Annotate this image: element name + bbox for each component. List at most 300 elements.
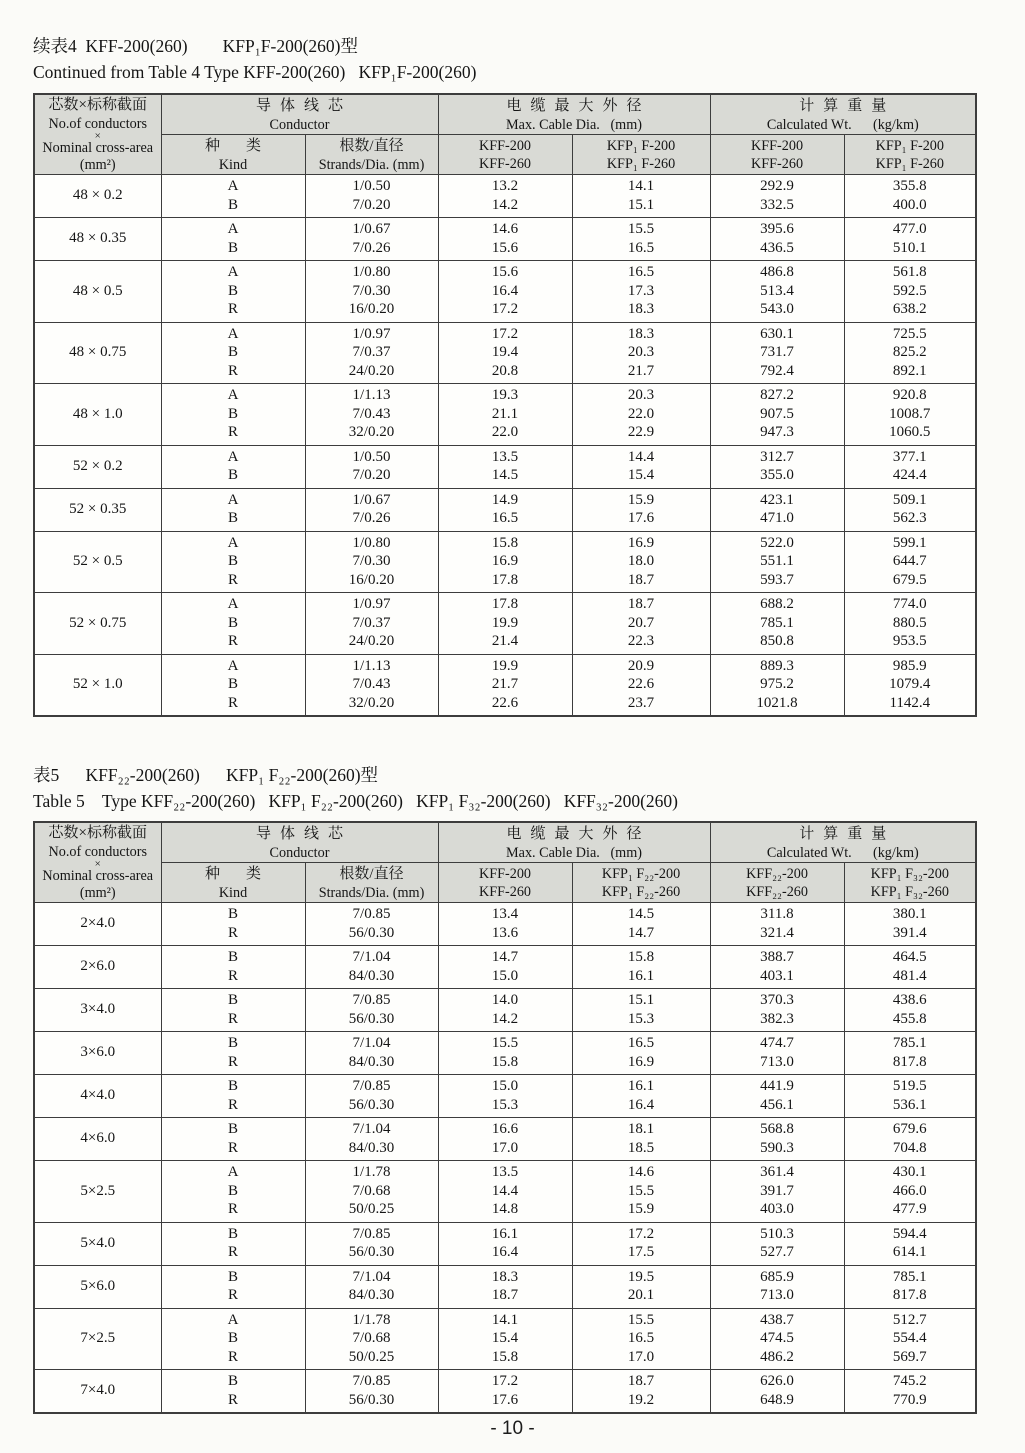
cell-line: 825.2 [892,344,927,360]
cell-line: B [227,1330,238,1346]
cell-line: 14.8 [491,1201,519,1217]
wt-kfp-cell [844,218,976,261]
dia-kff-cell [438,322,572,384]
cell-line: 985.9 [892,657,927,674]
t4-col-header-max-dia [438,94,710,135]
spec-cell [34,488,161,531]
spec-cell [34,1075,161,1118]
cell-line: R [227,924,238,941]
wt-kff-cell [710,1161,844,1223]
cell-line: 880.5 [892,614,927,631]
max-dia-header-zh: 电缆最大外径 [506,97,651,114]
cell-line: 599.1 [892,534,927,551]
type-label: KFP₁ F₃₂-200 [870,865,949,882]
cell-line: 438.6 [892,992,927,1008]
t4-col-header-wt-kfp [844,135,976,175]
cell-line: 4×6.0 [80,1130,116,1147]
cell-line: 920.8 [892,387,927,403]
cell-line: 953.5 [892,633,927,649]
cell-line: R [227,1010,238,1027]
cell-line: 1/1.78 [352,1164,391,1180]
type-label: KFP₁ F₂₂-200 [601,865,681,882]
table-row [34,1118,976,1161]
cell-line: R [227,1053,238,1070]
cell-line: 20.3 [627,344,655,360]
cell-line: 486.8 [760,264,794,280]
cell-line: 1/0.50 [352,448,391,465]
cell-line: 1/0.97 [352,325,391,342]
strands-cell [305,384,438,446]
cell-line: B [227,196,238,213]
cell-line: A [227,178,239,194]
cell-line: 24/0.20 [348,633,395,649]
cell-line: 688.2 [760,596,794,612]
spec-cell [34,593,161,655]
conductor-header-zh: 导体线芯 [256,825,353,842]
strands-cell [305,989,438,1032]
cell-line: B [227,1035,238,1051]
cell-line: 16.9 [491,553,519,569]
cell-line: 785.1 [892,1268,927,1285]
spec-cell [34,1032,161,1075]
cell-line: 590.3 [760,1139,794,1156]
cell-line: 648.9 [760,1391,794,1408]
cell-line: 312.7 [760,448,794,465]
cell-line: 474.5 [760,1330,794,1346]
table-row [34,488,976,531]
cell-line: 594.4 [892,1225,927,1242]
cell-line: 56/0.30 [348,924,395,941]
cell-line: 18.1 [627,1121,655,1137]
cell-line: 14.9 [491,491,519,508]
spec-cell [34,322,161,384]
kind-header-zh: 种类 [204,865,287,882]
cell-line: R [227,571,238,588]
cell-line: 32/0.20 [348,694,395,711]
wt-kfp-cell [844,445,976,488]
cell-line: 52 × 0.35 [69,500,127,517]
cell-line: R [227,694,238,711]
table-row [34,1222,976,1265]
kind-cell [161,1222,305,1265]
t4-col-header-spec [34,94,161,175]
dia-kfp-cell [572,218,710,261]
cell-line: 15.8 [627,949,655,965]
kind-cell [161,322,305,384]
cell-line: 84/0.30 [348,1053,395,1070]
t4-col-header-conductor [161,94,438,135]
wt-kfp-cell [844,946,976,989]
wt-kff-cell [710,1118,844,1161]
cell-line: 19.3 [491,387,519,403]
cell-line: 438.7 [760,1311,794,1328]
table-row [34,531,976,593]
cell-line: 18.5 [627,1139,655,1156]
cell-line: 84/0.30 [348,1287,395,1303]
strands-cell [305,175,438,218]
cell-line: 561.8 [892,264,927,280]
cell-line: 48 × 0.35 [69,230,127,247]
calc-wt-header-en: Calculated Wt. (kg/km) [766,116,919,133]
strands-cell [305,261,438,323]
dia-kfp-cell [572,1118,710,1161]
cell-line: 892.1 [892,362,927,379]
cell-line: 15.6 [491,264,519,280]
cell-line: 7×4.0 [80,1382,116,1399]
cell-line: 704.8 [892,1139,927,1156]
kind-header-en: Kind [218,156,248,173]
cell-line: 16.5 [627,1330,655,1346]
cell-line: 391.4 [892,924,927,941]
cell-line: A [227,221,239,237]
t4-col-header-dia-kfp [572,135,710,175]
cell-line: 15.5 [627,221,655,237]
t5-col-header-calc-wt [710,822,976,863]
cell-line: 17.0 [627,1348,655,1365]
wt-kfp-cell [844,322,976,384]
cell-line: 947.3 [760,424,794,440]
cell-line: 430.1 [892,1164,927,1180]
cell-line: 519.5 [892,1078,927,1094]
cell-line: 13.6 [491,924,519,941]
cell-line: B [227,467,238,483]
cell-line: A [227,264,239,280]
cell-line: 7/0.26 [352,239,391,256]
strands-cell [305,1161,438,1223]
cell-line: 713.0 [760,1287,794,1303]
wt-kff-cell [710,218,844,261]
cell-line: 361.4 [760,1164,794,1180]
cell-line: 14.0 [491,992,519,1008]
cell-line: 731.7 [760,344,794,360]
wt-kfp-cell [844,1161,976,1223]
cell-line: 477.0 [892,221,927,237]
cell-line: 455.8 [892,1010,927,1027]
cell-line: 7/0.68 [352,1182,391,1199]
cell-line: 7/1.04 [352,1035,391,1051]
cell-line: B [227,676,238,692]
cell-line: B [227,992,238,1008]
strands-header-en: Strands/Dia. (mm) [318,884,425,901]
kind-cell [161,1265,305,1308]
cell-line: 22.6 [491,694,519,711]
kind-cell [161,1308,305,1370]
spec-header-zh: 芯数×标称截面 [48,825,147,841]
table-row [34,1308,976,1370]
cell-line: 792.4 [760,362,794,379]
cell-line: 380.1 [892,906,927,922]
wt-kfp-cell [844,1118,976,1161]
cell-line: 510.1 [892,239,927,256]
kind-cell [161,218,305,261]
dia-kff-cell [438,1032,572,1075]
cell-line: B [227,405,238,422]
dia-kff-cell [438,445,572,488]
cell-line: 20.9 [627,657,655,674]
wt-kff-cell [710,903,844,946]
dia-kff-cell [438,946,572,989]
wt-kff-cell [710,261,844,323]
dia-kff-cell [438,384,572,446]
cell-line: 17.8 [491,596,519,612]
cell-line: 644.7 [892,553,927,569]
dia-kff-cell [438,1265,572,1308]
wt-kfp-cell [844,593,976,655]
cell-line: 2×4.0 [80,915,116,932]
wt-kff-cell [710,1222,844,1265]
wt-kfp-cell [844,1370,976,1414]
strands-cell [305,1075,438,1118]
t5-col-header-max-dia [438,822,710,863]
table-row [34,1265,976,1308]
type-label: KFF-260 [751,155,804,172]
cell-line: 21.7 [627,362,655,379]
cell-line: 512.7 [892,1311,927,1328]
cell-line: 15.1 [627,196,655,213]
cell-line: 50/0.25 [348,1201,395,1217]
dia-kfp-cell [572,1161,710,1223]
cell-line: 16.4 [627,1096,655,1113]
kind-cell [161,1118,305,1161]
cell-line: 626.0 [760,1373,794,1389]
dia-kff-cell [438,654,572,716]
wt-kff-cell [710,946,844,989]
cell-line: 1/1.13 [352,657,391,674]
cell-line: 509.1 [892,491,927,508]
cell-line: 13.5 [491,1164,519,1180]
table-row [34,1075,976,1118]
cell-line: R [227,1287,238,1303]
cell-line: 403.1 [760,967,794,984]
cell-line: R [227,1391,238,1408]
table4-body [34,175,976,717]
cell-line: 510.3 [760,1225,794,1242]
cell-line: 20.1 [627,1287,655,1303]
dia-kff-cell [438,218,572,261]
table-row [34,1032,976,1075]
cell-line: 1/0.67 [352,491,391,508]
cell-line: 474.7 [760,1035,794,1051]
cell-line: R [227,633,238,649]
kind-cell [161,1032,305,1075]
cell-line: 817.8 [892,1053,927,1070]
cell-line: 23.7 [627,694,655,711]
cell-line: 614.1 [892,1244,927,1260]
cell-line: B [227,1121,238,1137]
cell-line: 568.8 [760,1121,794,1137]
cell-line: 321.4 [760,924,794,941]
spec-cell [34,261,161,323]
cell-line: 14.4 [627,448,655,465]
table-row [34,1161,976,1223]
cell-line: 16.9 [627,534,655,551]
table5-title-en: Table 5 Type KFF₂₂-200(260) KFP₁ F₂₂-200(260) KFP₁ F₃₂-200(260) KFF₃₂-200(260) [33,791,678,811]
cell-line: 18.3 [627,301,655,317]
kind-cell [161,488,305,531]
cell-line: 5×4.0 [80,1234,116,1251]
spec-cell [34,1308,161,1370]
dia-kfp-cell [572,531,710,593]
cell-line: B [227,239,238,256]
t5-col-header-strands [305,863,438,903]
wt-kfp-cell [844,654,976,716]
kind-header-zh: 种类 [204,137,287,154]
cell-line: 827.2 [760,387,794,403]
table5-spec-table [33,821,977,1414]
t5-col-header-spec [34,822,161,903]
strands-cell [305,946,438,989]
t5-col-header-wt-kff [710,863,844,903]
cell-line: B [227,344,238,360]
strands-header-en: Strands/Dia. (mm) [318,156,425,173]
cell-line: 14.4 [491,1182,519,1199]
cell-line: 1060.5 [889,424,931,440]
cell-line: 48 × 0.2 [72,187,123,204]
cell-line: 1/1.78 [352,1311,391,1328]
type-label: KFF-260 [478,155,532,172]
cell-line: 7×2.5 [80,1330,116,1346]
kind-header-en: Kind [218,884,248,901]
cell-line: 7/1.04 [352,1268,391,1285]
dia-kfp-cell [572,593,710,655]
cell-line: 311.8 [760,906,794,922]
table-row [34,1370,976,1414]
cell-line: 18.7 [627,571,655,588]
cell-line: 48 × 0.5 [72,282,123,299]
cell-line: 15.3 [491,1096,519,1113]
cell-line: A [227,657,239,674]
cell-line: 18.3 [627,325,655,342]
cell-line: R [227,424,238,440]
cell-line: 785.1 [892,1035,927,1051]
cell-line: 18.7 [491,1287,519,1303]
cell-line: 15.4 [491,1330,519,1346]
type-label: KFP₁ F₃₂-260 [870,883,949,900]
dia-kff-cell [438,989,572,1032]
spec-header-en1: No.of conductors [48,844,147,860]
table-row [34,654,976,716]
wt-kff-cell [710,384,844,446]
cell-line: 15.8 [491,1348,519,1365]
cell-line: 20.8 [491,362,519,379]
kind-cell [161,593,305,655]
dia-kff-cell [438,1370,572,1414]
cell-line: R [227,362,238,379]
strands-cell [305,903,438,946]
cell-line: 15.9 [627,491,655,508]
cell-line: R [227,1139,238,1156]
cell-line: 1/1.13 [352,387,391,403]
dia-kfp-cell [572,1265,710,1308]
cell-line: A [227,491,239,508]
cell-line: 403.0 [760,1201,794,1217]
cell-line: 441.9 [760,1078,794,1094]
cell-line: 5×6.0 [80,1277,116,1294]
cell-line: 436.5 [760,239,794,256]
wt-kfp-cell [844,989,976,1032]
cell-line: R [227,1201,238,1217]
wt-kfp-cell [844,384,976,446]
cell-line: B [227,553,238,569]
cell-line: 7/1.04 [352,949,391,965]
strands-cell [305,445,438,488]
cell-line: 20.7 [627,614,655,631]
spec-header-zh: 芯数×标称截面 [48,97,147,113]
spec-header-times: × [94,130,101,142]
cell-line: 52 × 0.75 [69,614,127,631]
cell-line: 18.7 [627,596,655,612]
strands-cell [305,1370,438,1414]
table-row [34,445,976,488]
wt-kff-cell [710,1370,844,1414]
cell-line: R [227,967,238,984]
kind-cell [161,989,305,1032]
cell-line: 16.1 [491,1225,519,1242]
dia-kff-cell [438,903,572,946]
dia-kff-cell [438,1222,572,1265]
cell-line: 551.1 [760,553,794,569]
dia-kfp-cell [572,1075,710,1118]
strands-header-zh: 根数/直径 [339,137,404,154]
cell-line: 7/0.85 [352,1225,391,1242]
cell-line: B [227,1225,238,1242]
cell-line: 20.3 [627,387,655,403]
cell-line: 4×4.0 [80,1087,116,1104]
strands-cell [305,488,438,531]
t5-col-header-wt-kfp [844,863,976,903]
wt-kff-cell [710,445,844,488]
cell-line: 1142.4 [889,694,931,711]
spec-cell [34,175,161,218]
type-label: KFF₂₂-260 [746,883,808,900]
dia-kfp-cell [572,989,710,1032]
table5-title-zh: 表5 KFF₂₂-200(260) KFP₁ F₂₂-200(260)型 [33,765,379,785]
cell-line: 850.8 [760,633,794,649]
cell-line: 630.1 [760,325,794,342]
cell-line: B [227,282,238,299]
cell-line: 725.5 [892,325,927,342]
cell-line: 48 × 1.0 [72,405,123,422]
type-label: KFP₁ F₂₂-260 [601,883,681,900]
wt-kff-cell [710,531,844,593]
cell-line: R [227,1096,238,1113]
strands-cell [305,593,438,655]
cell-line: 56/0.30 [348,1010,395,1027]
cell-line: 15.3 [627,1010,655,1027]
cell-line: 3×6.0 [80,1044,116,1061]
cell-line: 543.0 [760,301,794,317]
cell-line: 21.7 [491,676,519,692]
dia-kff-cell [438,175,572,218]
cell-line: 16.5 [627,1035,655,1051]
table-row [34,175,976,218]
dia-kff-cell [438,1308,572,1370]
table4-title-en: Continued from Table 4 Type KFF-200(260) KFP₁F-200(260) [33,62,477,82]
dia-kfp-cell [572,1032,710,1075]
cell-line: 7/0.68 [352,1330,391,1346]
dia-kfp-cell [572,946,710,989]
cell-line: 592.5 [892,282,927,299]
dia-kfp-cell [572,322,710,384]
cell-line: 423.1 [760,491,794,508]
cell-line: 17.8 [491,571,519,588]
cell-line: B [227,1373,238,1389]
cell-line: 554.4 [892,1330,927,1346]
cell-line: 7/1.04 [352,1121,391,1137]
cell-line: 527.7 [760,1244,794,1260]
kind-cell [161,384,305,446]
cell-line: 14.7 [491,949,519,965]
